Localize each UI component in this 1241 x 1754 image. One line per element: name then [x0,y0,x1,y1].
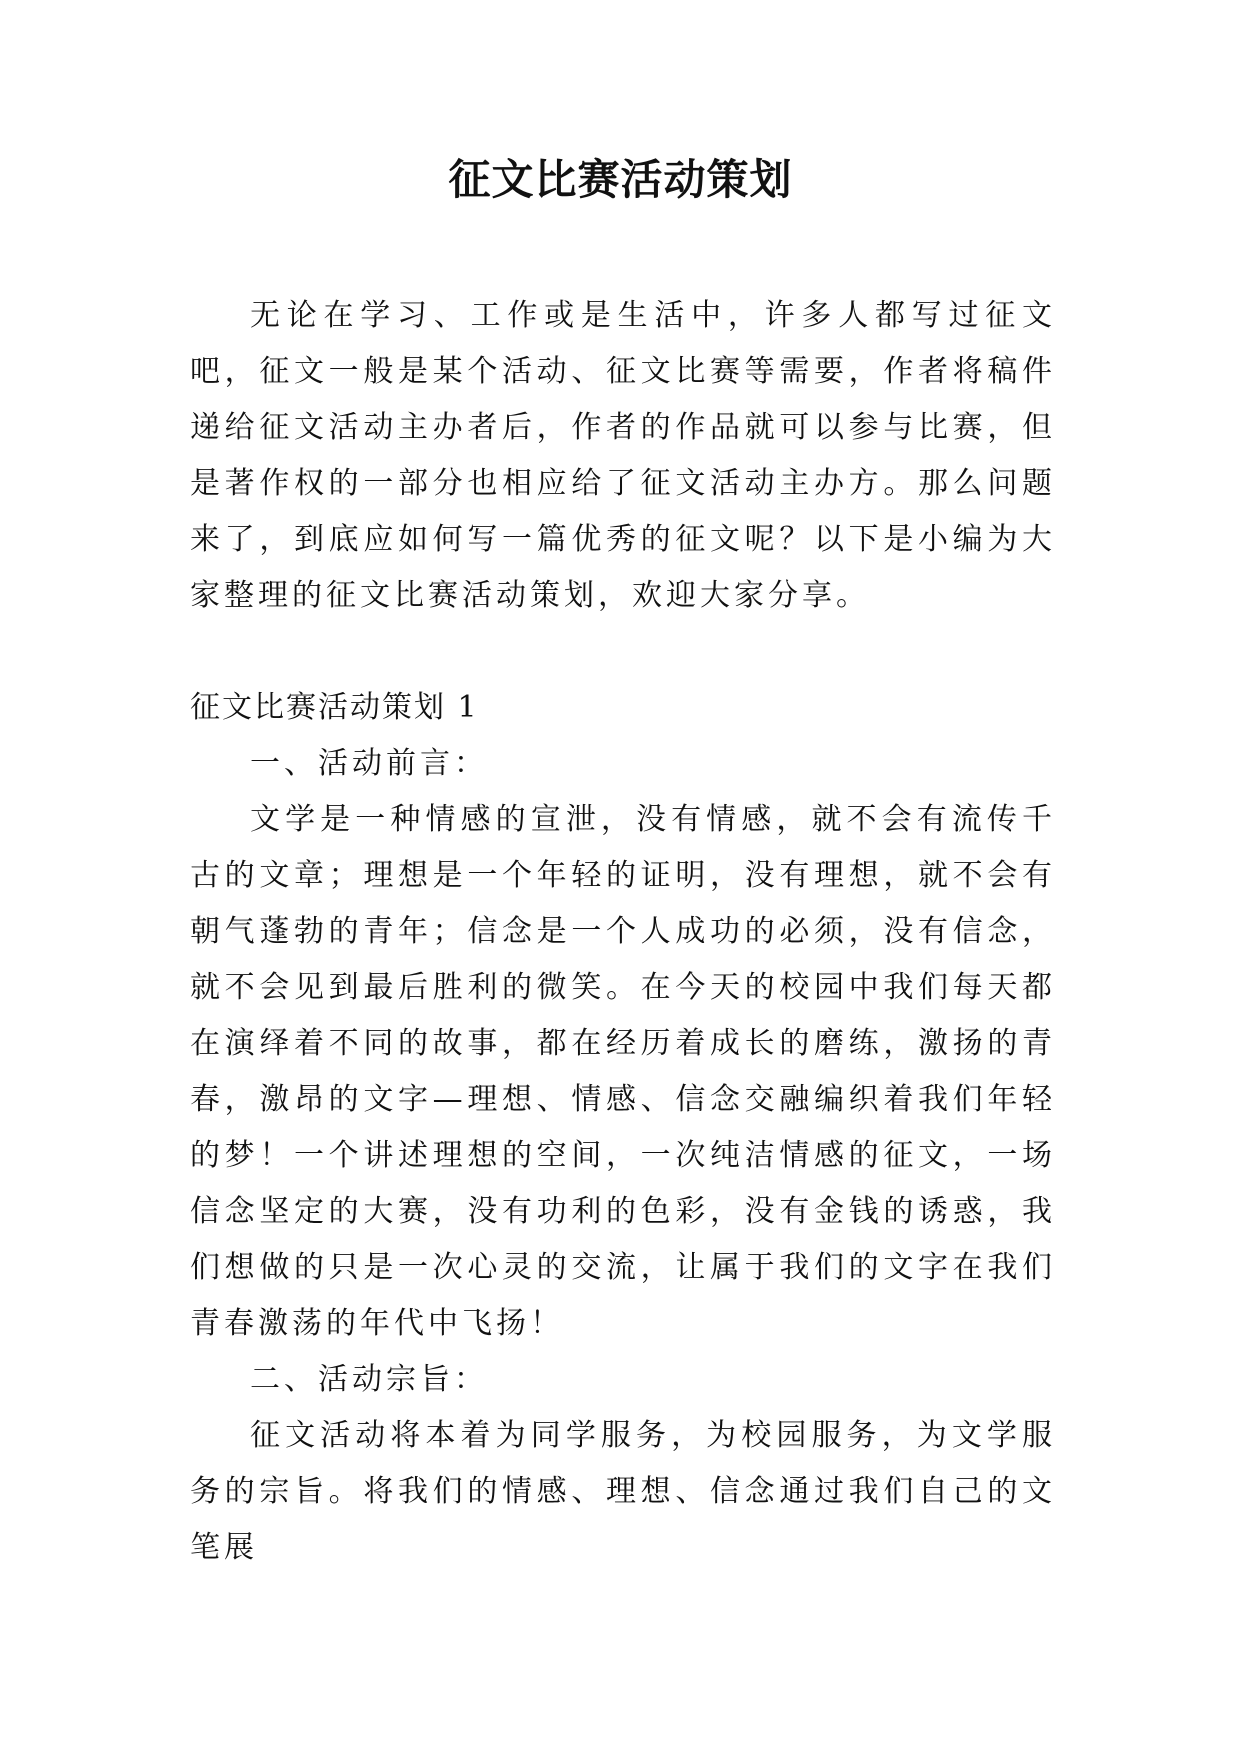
section-title: 征文比赛活动策划 1 [190,690,479,725]
section-heading-purpose: 二、活动宗旨： [250,1362,488,1397]
document-body [190,288,1056,1576]
paragraph-gap [190,624,1056,680]
section-heading-preface: 一、活动前言： [250,746,488,781]
preface-paragraph: 文学是一种情感的宣泄，没有情感，就不会有流传千古的文章；理想是一个年轻的证明，没有理想，就不会有朝气蓬勃的青年；信念是一个人成功的必须，没有信念，就不会见到最后胜利的微笑。在今天的校园中我们每天都在演绎着不同的故事，都在经历着成长的磨练，激扬的青春，激昂的文字—理想、情感、信念交融编织着我们年轻的梦！一个讲述理想的空间，一次纯洁情感的征文，一场信念坚定的大赛，没有功利的色彩，没有金钱的诱惑，我们想做的只是一次心灵的交流，让属于我们的文字在我们青春激荡的年代中飞扬！ [190,802,1056,1341]
document-title: 征文比赛活动策划 [448,155,793,204]
intro-paragraph: 无论在学习、工作或是生活中，许多人都写过征文吧，征文一般是某个活动、征文比赛等需要，作者将稿件递给征文活动主办者后，作者的作品就可以参与比赛，但是著作权的一部分也相应给了征文活动主办方。那么问题来了，到底应如何写一篇优秀的征文呢？以下是小编为大家整理的征文比赛活动策划，欢迎大家分享。 [190,298,1056,613]
purpose-paragraph: 征文活动将本着为同学服务，为校园服务，为文学服务的宗旨。将我们的情感、理想、信念通过我们自己的文笔展 [190,1418,1056,1565]
